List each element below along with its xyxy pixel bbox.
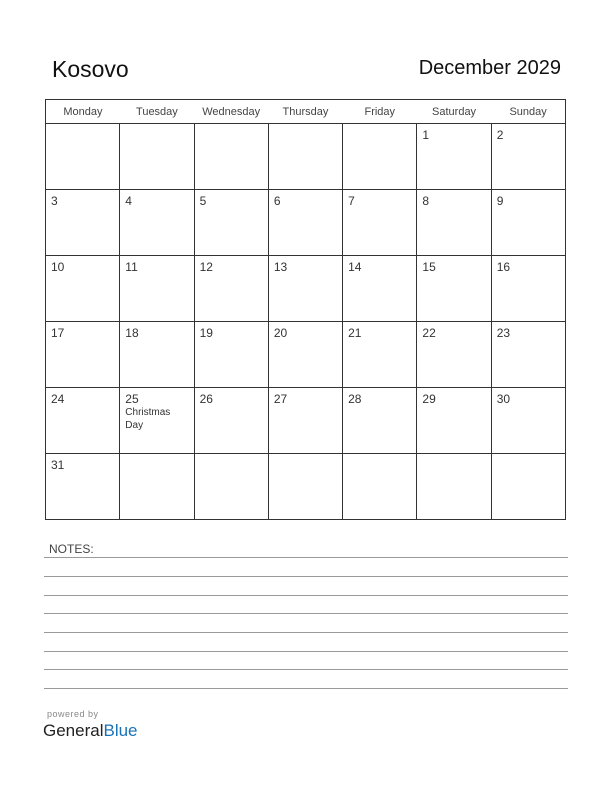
- day-cell: [120, 190, 194, 256]
- day-cell: [194, 124, 268, 190]
- week-row: [46, 388, 566, 454]
- calendar-grid: [45, 99, 566, 520]
- powered-by-text: powered by: [47, 709, 99, 719]
- day-cell: [343, 388, 417, 454]
- day-cell: [417, 256, 491, 322]
- day-number: 23: [496, 326, 511, 340]
- day-number: 5: [199, 194, 207, 208]
- day-number: 25: [125, 392, 139, 406]
- day-number: 9: [496, 194, 504, 208]
- weekday-friday: Friday: [343, 100, 417, 124]
- day-number: 14: [348, 260, 362, 274]
- day-cell: [46, 322, 120, 388]
- day-number: 31: [51, 458, 65, 472]
- weekday-sunday: Sunday: [491, 100, 565, 124]
- day-number: 16: [496, 260, 511, 274]
- day-cell: [268, 190, 342, 256]
- day-cell: [491, 322, 565, 388]
- brand-logo: [43, 721, 138, 741]
- day-number: 24: [51, 392, 65, 406]
- week-row: [46, 256, 566, 322]
- day-number: 22: [422, 326, 436, 340]
- day-cell: [491, 256, 565, 322]
- day-cell: [417, 322, 491, 388]
- day-number: 8: [422, 194, 430, 208]
- day-cell: [268, 322, 342, 388]
- day-number: 21: [348, 326, 362, 340]
- note-line: [44, 595, 568, 596]
- country-title: Kosovo: [52, 56, 129, 82]
- day-number: 2: [496, 128, 504, 142]
- day-cell: [417, 190, 491, 256]
- holiday-label: Day: [125, 420, 144, 431]
- day-cell: [491, 388, 565, 454]
- day-cell: [268, 256, 342, 322]
- holiday-label: Christmas: [125, 407, 171, 418]
- day-cell: [46, 124, 120, 190]
- day-cell: [194, 256, 268, 322]
- day-number: 1: [422, 128, 430, 142]
- day-number: 6: [273, 194, 281, 208]
- day-cell: [120, 256, 194, 322]
- day-number: 17: [51, 326, 65, 340]
- day-cell: [343, 454, 417, 520]
- weekday-header-row: [46, 100, 566, 124]
- week-row: [46, 322, 566, 388]
- day-cell: [120, 124, 194, 190]
- day-number: 12: [199, 260, 213, 274]
- brand-blue-text: Blue: [103, 721, 138, 740]
- weekday-monday: Monday: [46, 100, 120, 124]
- day-cell: [194, 322, 268, 388]
- day-cell: [491, 190, 565, 256]
- note-line: [44, 613, 568, 614]
- day-cell: [120, 322, 194, 388]
- day-number: 30: [496, 392, 511, 406]
- week-row: [46, 190, 566, 256]
- day-number: 13: [273, 260, 288, 274]
- day-number: 11: [125, 260, 138, 274]
- day-number: 26: [199, 392, 213, 406]
- day-cell: [120, 454, 194, 520]
- day-number: 27: [273, 392, 288, 406]
- month-title: December 2029: [418, 57, 561, 79]
- day-cell: [46, 256, 120, 322]
- week-row: [46, 124, 566, 190]
- day-number: 7: [348, 194, 355, 208]
- day-number: 20: [273, 326, 288, 340]
- day-cell: [46, 454, 120, 520]
- day-cell: [194, 454, 268, 520]
- day-number: 10: [51, 260, 65, 274]
- note-line: [44, 688, 568, 689]
- day-cell: [46, 190, 120, 256]
- day-cell: [343, 124, 417, 190]
- day-cell: [491, 124, 565, 190]
- day-number: 28: [348, 392, 362, 406]
- day-number: 18: [125, 326, 139, 340]
- day-cell: [46, 388, 120, 454]
- day-cell: [343, 322, 417, 388]
- weekday-tuesday: Tuesday: [120, 100, 194, 124]
- day-cell: [194, 190, 268, 256]
- weekday-saturday: Saturday: [417, 100, 491, 124]
- notes-label: NOTES:: [49, 542, 94, 556]
- note-line: [44, 669, 568, 670]
- day-cell: [417, 124, 491, 190]
- day-cell: [417, 454, 491, 520]
- day-number: 19: [199, 326, 213, 340]
- day-cell: [268, 454, 342, 520]
- day-number: 29: [422, 392, 436, 406]
- week-row: [46, 454, 566, 520]
- day-cell: [194, 388, 268, 454]
- day-cell: [343, 190, 417, 256]
- day-cell: [491, 454, 565, 520]
- day-cell: [343, 256, 417, 322]
- note-line: [44, 632, 568, 633]
- day-cell: [268, 124, 342, 190]
- note-line: [44, 576, 568, 577]
- note-line: [44, 557, 568, 558]
- weekday-wednesday: Wednesday: [194, 100, 268, 124]
- day-number: 4: [125, 194, 132, 208]
- brand-general-text: General: [43, 721, 104, 740]
- weekday-thursday: Thursday: [268, 100, 342, 124]
- note-line: [44, 651, 568, 652]
- day-cell: [268, 388, 342, 454]
- day-number: 3: [51, 194, 58, 208]
- day-cell-holiday: [120, 388, 194, 454]
- day-cell: [417, 388, 491, 454]
- day-number: 15: [422, 260, 436, 274]
